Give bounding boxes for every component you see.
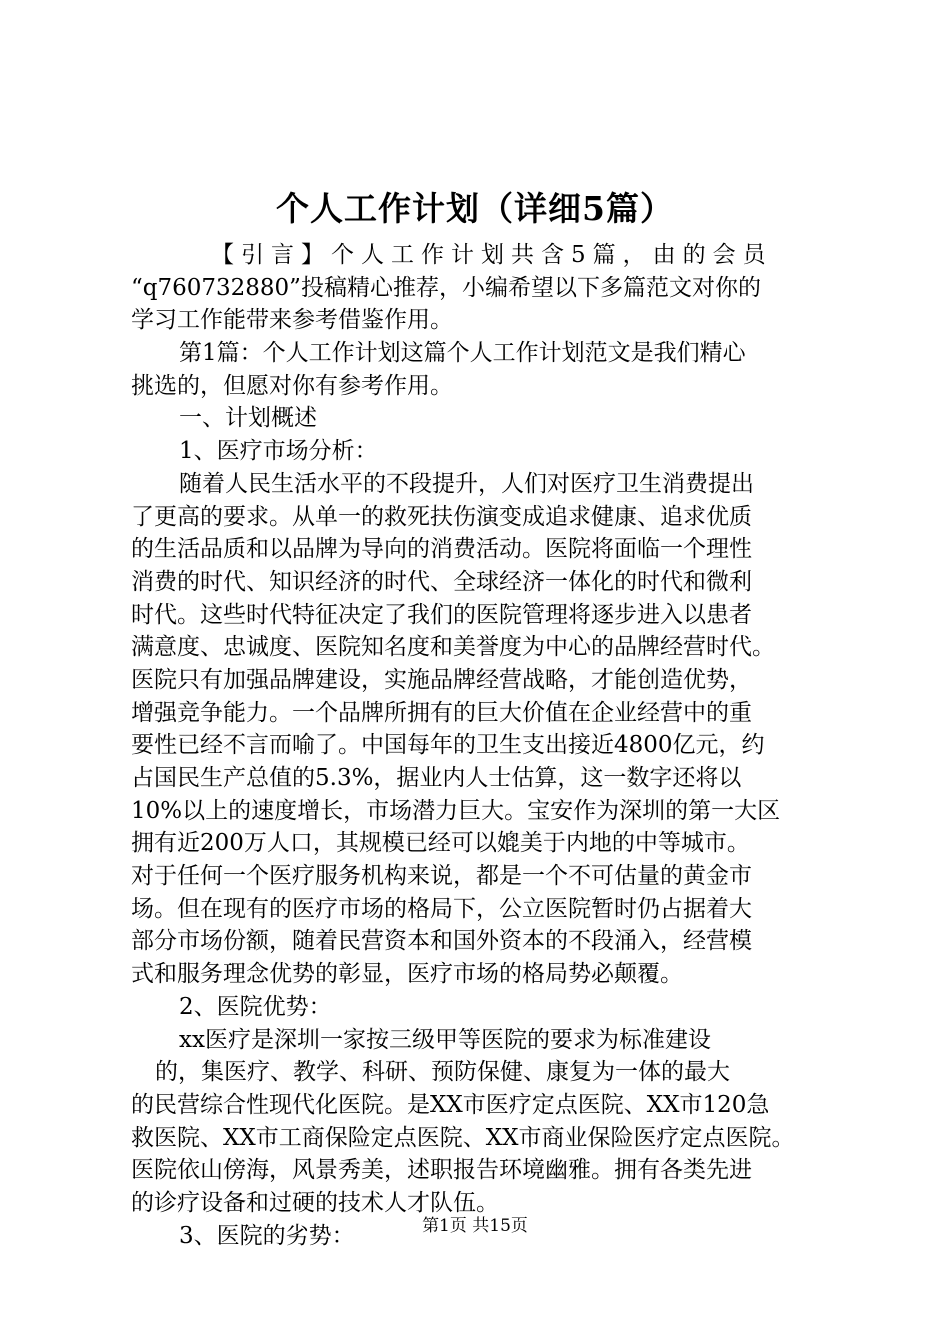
paragraph-line: 随着人民生活水平的不段提升，人们对医疗卫生消费提出	[179, 470, 754, 497]
paragraph-line: 的，集医疗、教学、科研、预防保健、康复为一体的最大	[155, 1059, 730, 1086]
paragraph-line: 式和服务理念优势的彰显，医疗市场的格局势必颠覆。	[131, 961, 683, 988]
paragraph-line: 10%以上的速度增长，市场潜力巨大。宝安作为深圳的第一大区	[131, 797, 781, 824]
paragraph-line: 的生活品质和以品牌为导向的消费活动。医院将面临一个理性	[131, 536, 752, 563]
subsection-heading: 3、医院的劣势：	[179, 1222, 355, 1249]
intro-line: 学习工作能带来参考借鉴作用。	[131, 307, 453, 334]
subsection-heading: 2、医院优势：	[179, 993, 332, 1020]
paragraph-line: 拥有近200万人口，其规模已经可以媲美于内地的中等城市。	[131, 830, 750, 857]
paragraph-line: 时代。这些时代特征决定了我们的医院管理将逐步进入以患者	[131, 601, 752, 628]
document-title: 个人工作计划（详细5篇）	[276, 189, 674, 228]
paragraph-line: 增强竞争能力。一个品牌所拥有的巨大价值在企业经营中的重	[131, 699, 752, 726]
paragraph-line: 医院依山傍海，风景秀美，述职报告环境幽雅。拥有各类先进	[131, 1157, 752, 1184]
intro-line: 【引言】个人工作计划共含5篇，由的会员	[211, 242, 773, 268]
page-footer: 第1页 共15页	[422, 1216, 528, 1236]
paragraph-line: 救医院、XX市工商保险定点医院、XX市商业保险医疗定点医院。	[131, 1124, 795, 1151]
paragraph-line: 的民营综合性现代化医院。是XX市医疗定点医院、XX市120急	[131, 1091, 770, 1118]
paragraph-line: 消费的时代、知识经济的时代、全球经济一体化的时代和微利	[131, 568, 752, 595]
paragraph-line: 部分市场份额，随着民营资本和国外资本的不段涌入，经营模	[131, 928, 752, 955]
section-heading: 一、计划概述	[179, 405, 317, 432]
document-body	[131, 239, 831, 1252]
paragraph-line: 医院只有加强品牌建设，实施品牌经营战略，才能创造优势，	[131, 666, 752, 693]
paragraph-line: 了更高的要求。从单一的救死扶伤演变成追求健康、追求优质	[131, 503, 752, 530]
intro-line: “q760732880”投稿精心推荐，小编希望以下多篇范文对你的	[131, 274, 761, 301]
paragraph-line: 要性已经不言而喻了。中国每年的卫生支出接近4800亿元，约	[131, 732, 765, 759]
paragraph-line: 满意度、忠诚度、医院知名度和美誉度为中心的品牌经营时代。	[131, 634, 775, 661]
paragraph-line: 的诊疗设备和过硬的技术人才队伍。	[131, 1189, 499, 1216]
paragraph-line: 挑选的，但愿对你有参考作用。	[131, 372, 453, 399]
paragraph-line: 对于任何一个医疗服务机构来说，都是一个不可估量的黄金市	[131, 863, 752, 890]
paragraph-line: 第1篇：个人工作计划这篇个人工作计划范文是我们精心	[179, 340, 746, 367]
paragraph-line: xx医疗是深圳一家按三级甲等医院的要求为标准建设	[179, 1026, 711, 1053]
subsection-heading: 1、医疗市场分析：	[179, 438, 378, 465]
paragraph-line: 占国民生产总值的5.3%，据业内人士估算，这一数字还将以	[131, 765, 742, 791]
paragraph-line: 场。但在现有的医疗市场的格局下，公立医院暂时仍占据着大	[131, 895, 752, 922]
